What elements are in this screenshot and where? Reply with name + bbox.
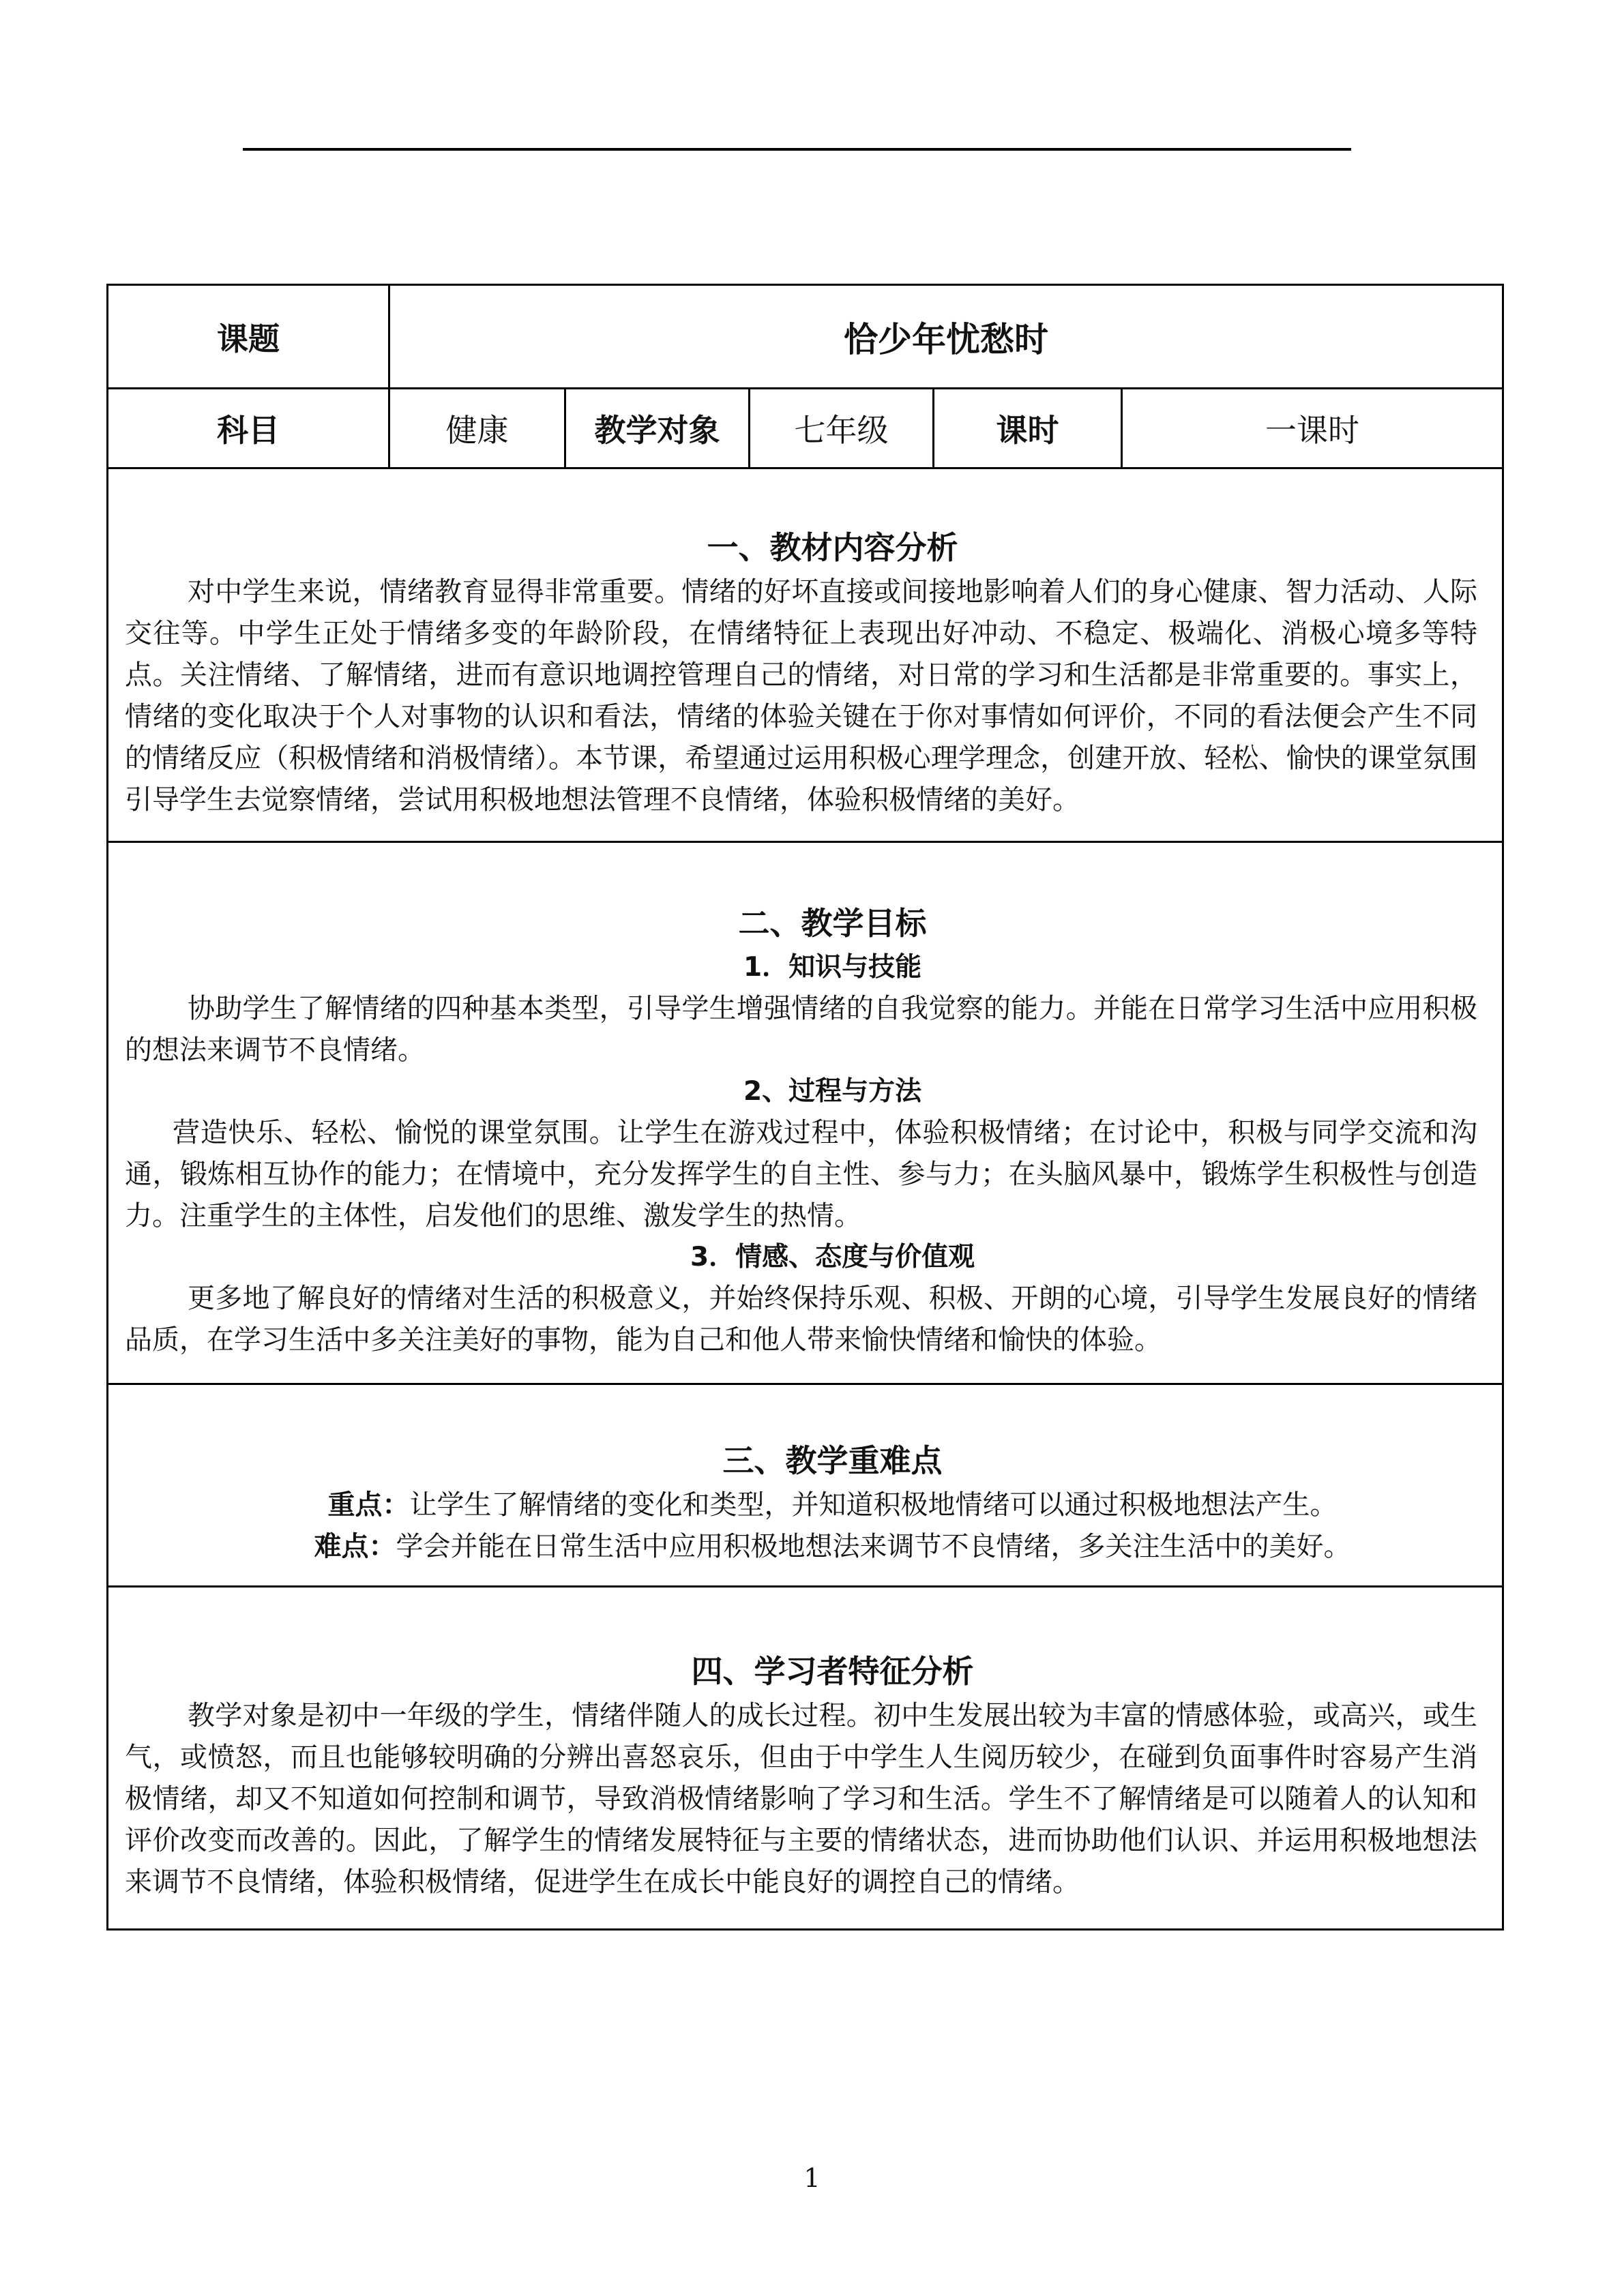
period-value: 一课时 (1122, 389, 1503, 468)
section2-para2: 营造快乐、轻松、愉悦的课堂氛围。让学生在游戏过程中，体验积极情绪；在讨论中，积极与同学交流和沟通，锻炼相互协作的能力；在情境中，充分发挥学生的自主性、参与力；在头脑风暴中，锻炼学生积极性与创造力。注重学生的主体性，启发他们的思维、激发学生的热情。 (125, 1116, 1478, 1232)
audience-label: 教学对象 (565, 389, 750, 468)
section-key-points (108, 1384, 1503, 1587)
section1-paragraph: 对中学生来说，情绪教育显得非常重要。情绪的好坏直接或间接地影响着人们的身心健康、智力活动、人际交往等。中学生正处于情绪多变的年龄阶段，在情绪特征上表现出好冲动、不稳定、极端化、消极心境多等特点。关注情绪、了解情绪，进而有意识地调控管理自己的情绪，对日常的学习和生活都是非常重要的。事实上，情绪的变化取决于个人对事物的认识和看法，情绪的体验关键在于你对事情如何评价，不同的看法便会产生不同的情绪反应（积极情绪和消极情绪）。本节课，希望通过运用积极心理学理念，创建开放、轻松、愉快的课堂氛围引导学生去觉察情绪，尝试用积极地想法管理不良情绪，体验积极情绪的美好。 (125, 576, 1478, 816)
difficult-point (125, 1526, 1477, 1568)
period-label: 课时 (934, 389, 1122, 468)
section4-heading: 四、学习者特征分析 (691, 1652, 974, 1690)
key-point (125, 1485, 1477, 1526)
lesson-plan-table (106, 284, 1504, 1930)
topic-title: 恰少年忧愁时 (389, 285, 1503, 389)
section-learner-analysis (108, 1587, 1503, 1930)
section2-para3: 更多地了解良好的情绪对生活的积极意义，并始终保持乐观、积极、开朗的心境，引导学生发展良好的情绪品质，在学习生活中多关注美好的事物，能为自己和他人带来愉快情绪和愉快的体验。 (125, 1282, 1478, 1356)
audience-value: 七年级 (750, 389, 934, 468)
section3-heading: 三、教学重难点 (722, 1442, 943, 1479)
key-point-label: 重点： (327, 1489, 410, 1521)
section2-sub2: 2、过程与方法 (743, 1075, 922, 1107)
subject-value: 健康 (389, 389, 565, 468)
section1-heading: 一、教材内容分析 (707, 528, 958, 566)
topic-label: 课题 (108, 285, 389, 389)
section-material-analysis (108, 468, 1503, 842)
difficult-point-text: 学会并能在日常生活中应用积极地想法来调节不良情绪，多关注生活中的美好。 (396, 1531, 1351, 1562)
difficult-point-label: 难点： (314, 1531, 396, 1562)
header-rule (243, 148, 1351, 151)
subject-label: 科目 (108, 389, 389, 468)
page-number: 1 (803, 2163, 821, 2193)
section2-sub3: 3．情感、态度与价值观 (690, 1241, 975, 1272)
section-teaching-goals (108, 842, 1503, 1384)
section2-para1: 协助学生了解情绪的四种基本类型，引导学生增强情绪的自我觉察的能力。并能在日常学习生活中应用积极的想法来调节不良情绪。 (125, 992, 1478, 1066)
section2-heading: 二、教学目标 (738, 904, 927, 942)
info-row (108, 389, 1503, 468)
section2-sub1: 1．知识与技能 (743, 951, 922, 983)
topic-row (108, 285, 1503, 389)
section4-paragraph: 教学对象是初中一年级的学生，情绪伴随人的成长过程。初中生发展出较为丰富的情感体验，或高兴，或生气，或愤怒，而且也能够较明确的分辨出喜怒哀乐，但由于中学生人生阅历较少，在碰到负面事件时容易产生消极情绪，却又不知道如何控制和调节，导致消极情绪影响了学习和生活。学生不了解情绪是可以随着人的认知和评价改变而改善的。因此，了解学生的情绪发展特征与主要的情绪状态，进而协助他们认识、并运用积极地想法来调节不良情绪，体验积极情绪，促进学生在成长中能良好的调控自己的情绪。 (125, 1699, 1478, 1898)
key-point-text: 让学生了解情绪的变化和类型，并知道积极地情绪可以通过积极地想法产生。 (409, 1489, 1338, 1521)
